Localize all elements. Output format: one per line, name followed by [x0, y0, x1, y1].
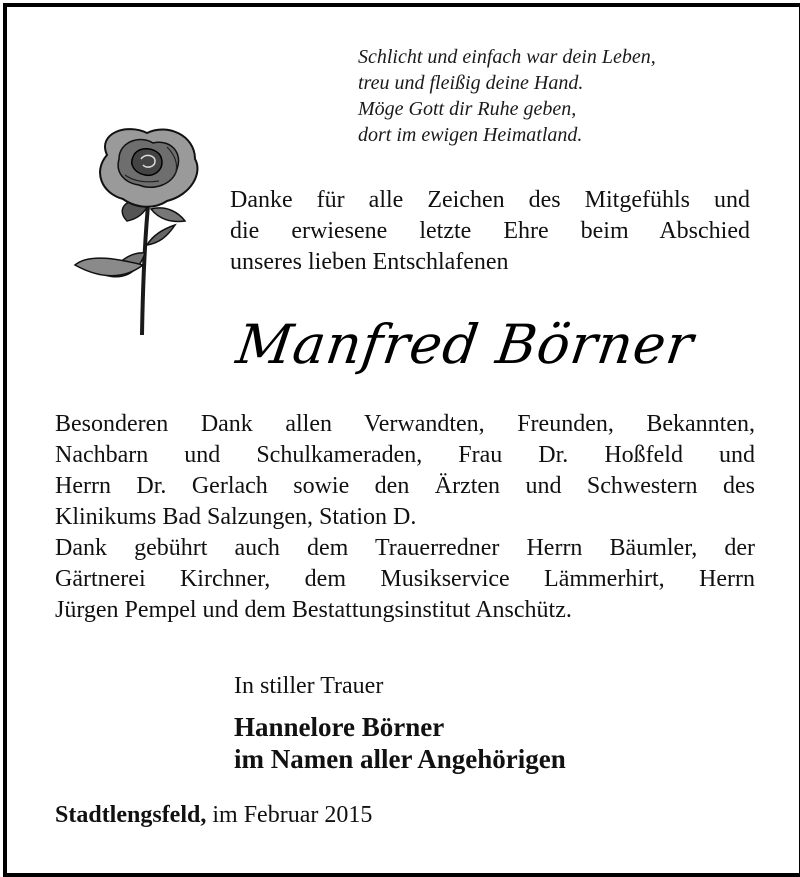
date-text: im Februar 2015 [212, 802, 373, 828]
poem [358, 44, 656, 148]
thanks-line: die erwiesene letzte Ehre beim Abschied [230, 218, 750, 244]
poem-line: Schlicht und einfach war dein Leben, [358, 46, 656, 68]
thanks-paragraph [230, 185, 750, 278]
thanks-line: Danke für alle Zeichen des Mitgefühls und [230, 187, 750, 213]
poem-line: treu und fleißig deine Hand. [358, 72, 584, 94]
body-line: Herrn Dr. Gerlach sowie den Ärzten und Schwestern des [55, 473, 755, 499]
body-line: Klinikums Bad Salzungen, Station D. [55, 504, 417, 530]
poem-line: Möge Gott dir Ruhe geben, [358, 98, 577, 120]
signers [234, 711, 566, 775]
body-line: Jürgen Pempel und dem Bestattungsinstitut Anschütz. [55, 597, 572, 623]
body-line: Dank gebührt auch dem Trauerredner Herrn Bäumler, der [55, 535, 755, 561]
poem-line: dort im ewigen Heimatland. [358, 124, 583, 146]
signer-name: Hannelore Börner [234, 712, 445, 742]
deceased-name: Manfred Börner [232, 313, 698, 376]
body-line: Nachbarn und Schulkameraden, Frau Dr. Hoßfeld und [55, 442, 755, 468]
body-line: Besonderen Dank allen Verwandten, Freunden, Bekannten, [55, 411, 755, 437]
body-line: Gärtnerei Kirchner, dem Musikservice Lämmerhirt, Herrn [55, 566, 755, 592]
place-date [55, 800, 372, 831]
mourning-line: In stiller Trauer [234, 673, 384, 699]
death-notice [3, 3, 800, 877]
thanks-line: unseres lieben Entschlafenen [230, 249, 509, 275]
body-paragraph [55, 409, 755, 626]
signer-note: im Namen aller Angehörigen [234, 744, 566, 774]
place-name: Stadtlengsfeld, [55, 802, 207, 828]
rose-icon [67, 125, 207, 340]
